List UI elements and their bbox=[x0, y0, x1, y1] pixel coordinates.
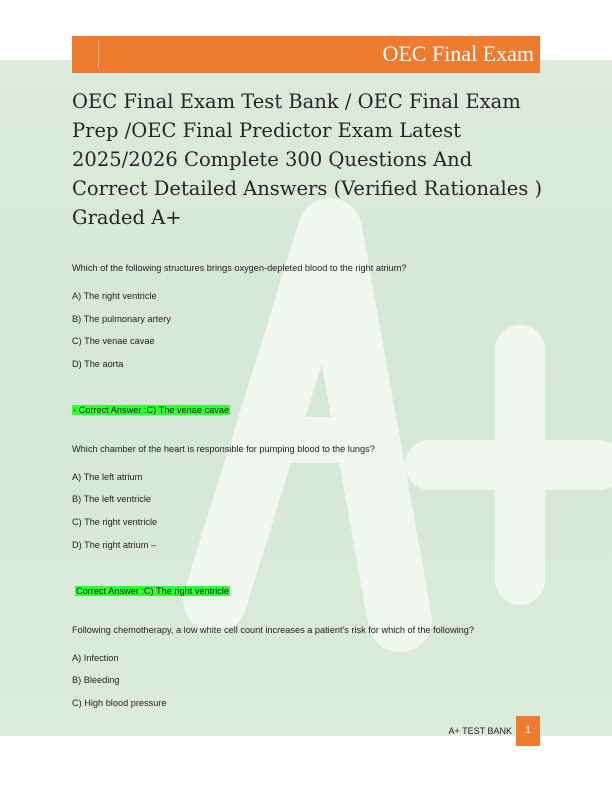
question-block bbox=[72, 262, 552, 421]
question-text: Which chamber of the heart is responsible for pumping blood to the lungs? bbox=[72, 443, 375, 454]
answer-option: A) The left atrium bbox=[72, 471, 143, 482]
answer-option: C) The right ventricle bbox=[72, 517, 158, 528]
answer-option: D) The right atrium – bbox=[72, 539, 157, 550]
answer-option: B) The left ventricle bbox=[72, 494, 151, 505]
header-bar bbox=[72, 36, 540, 73]
page-footer bbox=[0, 716, 612, 746]
question-text: Which of the following structures brings oxygen-depleted blood to the right atrium? bbox=[72, 263, 407, 273]
answer-option: B) The pulmonary artery bbox=[72, 313, 171, 324]
answer-option: C) High blood pressure bbox=[72, 697, 167, 708]
answer-option: C) The venae cavae bbox=[72, 336, 155, 347]
answer-option: A) The right ventricle bbox=[72, 291, 157, 301]
footer-label: A+ TEST BANK bbox=[448, 726, 512, 736]
correct-answer: - Correct Answer :C) The venae cavae bbox=[73, 404, 230, 415]
header-divider bbox=[98, 40, 99, 69]
question-block bbox=[72, 443, 552, 602]
answer-option: A) Infection bbox=[72, 652, 119, 663]
header-title: OEC Final Exam bbox=[382, 41, 534, 66]
answer-option: D) The aorta bbox=[72, 359, 124, 370]
question-text: Following chemotherapy, a low white cell count increases a patient's risk for which of the following? bbox=[72, 624, 474, 635]
page-number: 1 bbox=[516, 716, 540, 746]
answer-option: B) Bleeding bbox=[72, 675, 120, 686]
question-block bbox=[72, 624, 552, 715]
question-list bbox=[72, 262, 552, 715]
correct-answer: Correct Answer :C) The right ventricle bbox=[76, 585, 230, 596]
document-title: OEC Final Exam Test Bank / OEC Final Exam Prep /OEC Final Predictor Exam Latest 2025/2026 Complete 300 Questions And Correct Detailed Answers (Verified Rationales ) Graded A+ bbox=[72, 90, 543, 229]
